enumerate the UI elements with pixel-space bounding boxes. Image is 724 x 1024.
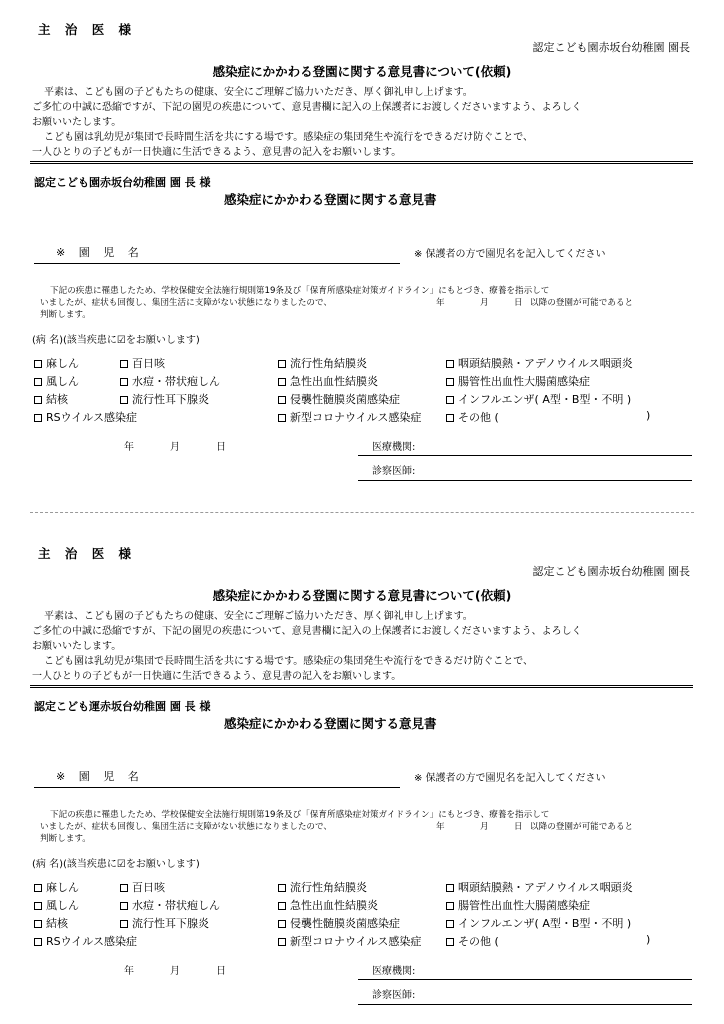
date-month: 月 (170, 442, 180, 453)
checkbox-icon (120, 396, 128, 404)
form-addressee: 認定こども運赤坂台幼稚園 園 長 様 (34, 700, 211, 713)
form-title: 感染症にかかわる登園に関する意見書 (224, 192, 437, 207)
disease-checkbox[interactable]: 流行性耳下腺炎 (120, 915, 209, 931)
disease-checkbox[interactable]: 咽頭結膜熱・アデノウイルス咽頭炎 (446, 355, 633, 371)
statement-line: 下記の疾患に罹患したため、学校保健安全法施行規則第19条及び「保育所感染症対策ガイドライン」にもとづき、療養を指示して (50, 286, 550, 296)
checkbox-icon (278, 414, 286, 422)
child-name-label: ※ 園 児 名 (56, 246, 144, 259)
disease-checkbox[interactable]: 水痘・帯状疱しん (120, 897, 220, 913)
checkbox-icon (34, 920, 42, 928)
disease-checkbox[interactable]: 流行性耳下腺炎 (120, 391, 209, 407)
disease-checkbox[interactable]: 侵襲性髄膜炎菌感染症 (278, 391, 400, 407)
checkbox-icon (120, 360, 128, 368)
statement-line: 以降の登園が可能であると (530, 822, 634, 832)
checkbox-icon (446, 938, 454, 946)
institution-label: 医療機関: (372, 966, 416, 977)
disease-checkbox[interactable]: インフルエンザ( A型・B型・不明 ) (446, 915, 631, 931)
checkbox-icon (446, 884, 454, 892)
doctor-field[interactable] (358, 1004, 692, 1005)
statement-line: 判断します。 (40, 834, 91, 844)
disease-checkbox[interactable]: 急性出血性結膜炎 (278, 897, 378, 913)
disease-checkbox[interactable]: 麻しん (34, 355, 79, 371)
disease-checkbox[interactable]: 水痘・帯状疱しん (120, 373, 220, 389)
letter-line: 平素は、こども園の子どもたちの健康、安全にご理解ご協力いただき、厚く御礼申し上げます。 (44, 611, 473, 622)
parent-note: ※ 保護者の方で園児名を記入してください (414, 773, 606, 784)
checkbox-icon (278, 360, 286, 368)
return-day: 日 (514, 822, 523, 832)
sender-line: 認定こども園赤坂台幼稚園 園長 (532, 41, 690, 54)
statement-line: 以降の登園が可能であると (530, 298, 634, 308)
disease-checkbox[interactable]: 風しん (34, 897, 79, 913)
letter-line: 一人ひとりの子どもが一日快適に生活できるよう、意見書の記入をお願いします。 (32, 671, 402, 682)
return-month: 月 (480, 298, 489, 308)
checkbox-icon (34, 902, 42, 910)
return-year: 年 (436, 298, 445, 308)
section-divider (30, 685, 693, 688)
checkbox-icon (34, 938, 42, 946)
checkbox-icon (34, 360, 42, 368)
institution-label: 医療機関: (372, 442, 416, 453)
checkbox-icon (278, 920, 286, 928)
return-day: 日 (514, 298, 523, 308)
date-day: 日 (216, 442, 226, 453)
checkbox-icon (446, 902, 454, 910)
checkbox-icon (120, 884, 128, 892)
checkbox-icon (446, 920, 454, 928)
letter-title: 感染症にかかわる登園に関する意見書について(依頼) (212, 588, 512, 603)
date-month: 月 (170, 966, 180, 977)
child-name-label: ※ 園 児 名 (56, 770, 144, 783)
disease-checkbox-other[interactable]: その他 ( (446, 409, 499, 425)
cut-line (30, 512, 694, 513)
checkbox-icon (34, 884, 42, 892)
checkbox-icon (278, 938, 286, 946)
disease-checkbox[interactable]: 急性出血性結膜炎 (278, 373, 378, 389)
letter-line: 一人ひとりの子どもが一日快適に生活できるよう、意見書の記入をお願いします。 (32, 147, 402, 158)
child-name-field[interactable] (34, 787, 400, 788)
disease-checkbox[interactable]: RSウイルス感染症 (34, 409, 137, 425)
checkbox-icon (446, 414, 454, 422)
doctor-label: 診察医師: (372, 466, 416, 477)
statement-line: 判断します。 (40, 310, 91, 320)
disease-checkbox[interactable]: 新型コロナウイルス感染症 (278, 933, 421, 949)
statement-line: 下記の疾患に罹患したため、学校保健安全法施行規則第19条及び「保育所感染症対策ガイドライン」にもとづき、療養を指示して (50, 810, 550, 820)
disease-checkbox[interactable]: 腸管性出血性大腸菌感染症 (446, 373, 590, 389)
return-month: 月 (480, 822, 489, 832)
parent-note: ※ 保護者の方で園児名を記入してください (414, 249, 606, 260)
checkbox-icon (34, 396, 42, 404)
checkbox-icon (34, 378, 42, 386)
other-close-paren: ) (646, 933, 651, 946)
checkbox-icon (278, 902, 286, 910)
statement-line: いましたが、症状も回復し、集団生活に支障がない状態になりましたので、 (40, 298, 333, 308)
form-title: 感染症にかかわる登園に関する意見書 (224, 716, 437, 731)
checkbox-icon (278, 884, 286, 892)
letter-line: こども園は乳幼児が集団で長時間生活を共にする場です。感染症の集団発生や流行をできるだけ防ぐことで、 (44, 132, 533, 143)
opinion-form (0, 0, 724, 500)
disease-checkbox[interactable]: 百日咳 (120, 355, 165, 371)
form-addressee: 認定こども園赤坂台幼稚園 園 長 様 (34, 176, 211, 189)
disease-checkbox[interactable]: 結核 (34, 391, 68, 407)
section-divider (30, 161, 693, 164)
checkbox-icon (120, 378, 128, 386)
checkbox-icon (34, 414, 42, 422)
checkbox-icon (120, 902, 128, 910)
checkbox-icon (446, 360, 454, 368)
checkbox-icon (278, 378, 286, 386)
letter-line: こども園は乳幼児が集団で長時間生活を共にする場です。感染症の集団発生や流行をできるだけ防ぐことで、 (44, 656, 533, 667)
disease-checkbox[interactable]: RSウイルス感染症 (34, 933, 137, 949)
disease-checkbox[interactable]: 流行性角結膜炎 (278, 355, 367, 371)
checkbox-icon (120, 920, 128, 928)
institution-field[interactable] (358, 455, 692, 456)
doctor-label: 診察医師: (372, 990, 416, 1001)
disease-header: (病 名)(該当疾患に☑をお願いします) (32, 335, 200, 346)
doctor-field[interactable] (358, 480, 692, 481)
disease-checkbox[interactable]: 風しん (34, 373, 79, 389)
letter-line: ご多忙の中誠に恐縮ですが、下記の園児の疾患について、意見書欄に記入の上保護者にお渡しくださいますよう、よろしく (32, 626, 582, 637)
addressee-doctor: 主 治 医 様 (38, 546, 137, 561)
checkbox-icon (446, 396, 454, 404)
statement-line: いましたが、症状も回復し、集団生活に支障がない状態になりましたので、 (40, 822, 333, 832)
addressee-doctor: 主 治 医 様 (38, 22, 137, 37)
checkbox-icon (278, 396, 286, 404)
letter-line: お願いいたします。 (32, 641, 122, 652)
sender-line: 認定こども園赤坂台幼稚園 園長 (532, 565, 690, 578)
letter-line: お願いいたします。 (32, 117, 122, 128)
disease-header: (病 名)(該当疾患に☑をお願いします) (32, 859, 200, 870)
opinion-form (0, 524, 724, 1024)
disease-checkbox[interactable]: 流行性角結膜炎 (278, 879, 367, 895)
disease-checkbox[interactable]: 麻しん (34, 879, 79, 895)
date-year: 年 (124, 442, 134, 453)
other-close-paren: ) (646, 409, 651, 422)
disease-checkbox[interactable]: インフルエンザ( A型・B型・不明 ) (446, 391, 631, 407)
disease-checkbox-other[interactable]: その他 ( (446, 933, 499, 949)
return-year: 年 (436, 822, 445, 832)
disease-checkbox[interactable]: 侵襲性髄膜炎菌感染症 (278, 915, 400, 931)
disease-checkbox[interactable]: 咽頭結膜熱・アデノウイルス咽頭炎 (446, 879, 633, 895)
institution-field[interactable] (358, 979, 692, 980)
disease-checkbox[interactable]: 百日咳 (120, 879, 165, 895)
child-name-field[interactable] (34, 263, 400, 264)
letter-line: 平素は、こども園の子どもたちの健康、安全にご理解ご協力いただき、厚く御礼申し上げます。 (44, 87, 473, 98)
date-year: 年 (124, 966, 134, 977)
letter-line: ご多忙の中誠に恐縮ですが、下記の園児の疾患について、意見書欄に記入の上保護者にお渡しくださいますよう、よろしく (32, 102, 582, 113)
disease-checkbox[interactable]: 腸管性出血性大腸菌感染症 (446, 897, 590, 913)
disease-checkbox[interactable]: 新型コロナウイルス感染症 (278, 409, 421, 425)
disease-checkbox[interactable]: 結核 (34, 915, 68, 931)
letter-title: 感染症にかかわる登園に関する意見書について(依頼) (212, 64, 512, 79)
date-day: 日 (216, 966, 226, 977)
checkbox-icon (446, 378, 454, 386)
